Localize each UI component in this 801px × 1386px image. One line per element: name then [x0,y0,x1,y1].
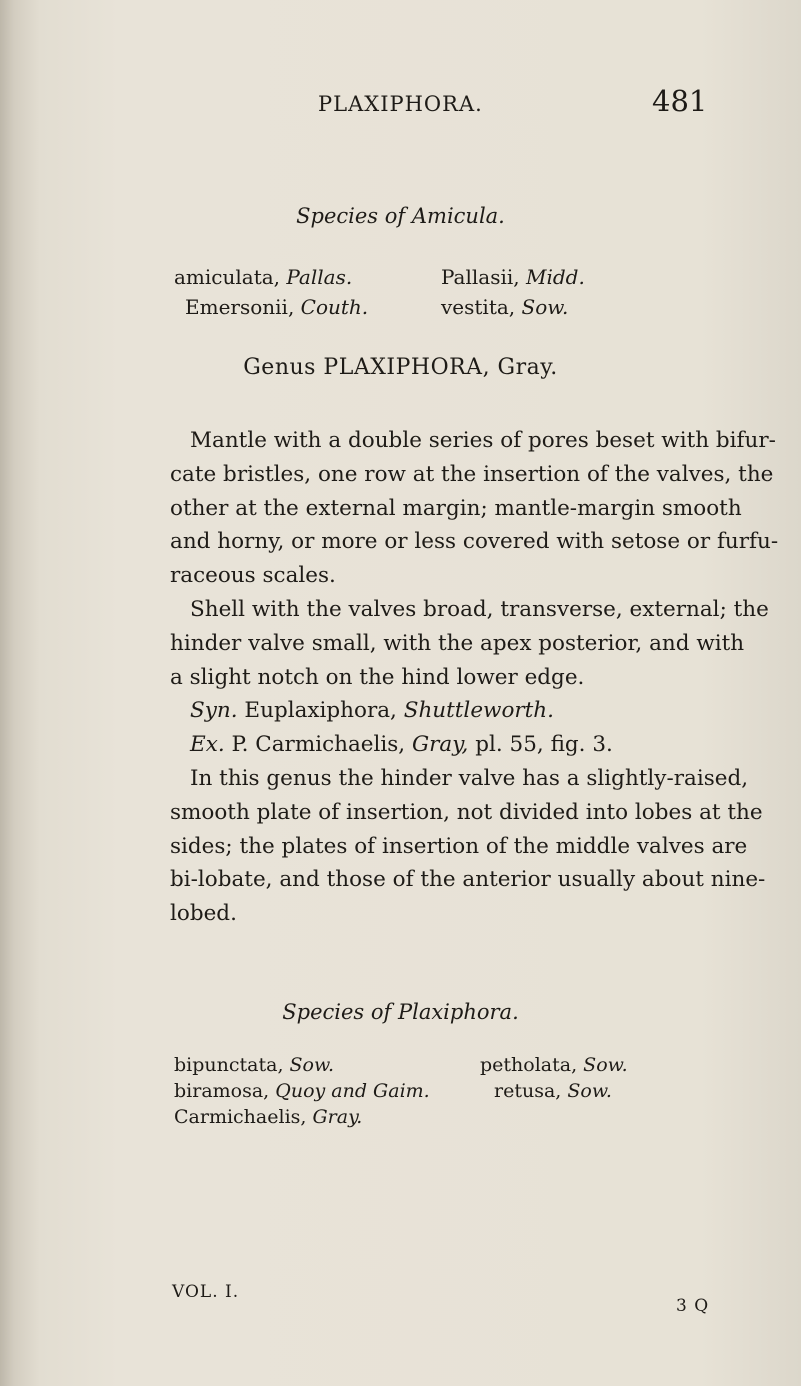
text-line: lobed. [170,901,237,927]
species-entry [174,1078,430,1104]
text-line: hinder valve small, with the apex posterior, and with [170,630,745,656]
species-author: Couth. [300,295,369,319]
signature-mark: 3 Q [676,1296,710,1316]
running-title: PLAXIPHORA. [318,92,483,116]
species-author: Sow. [289,1054,335,1076]
volume-label: VOL. I. [172,1282,240,1302]
genus-heading: Genus PLAXIPHORA, Gray. [243,355,558,380]
text-line: raceous scales. [170,563,336,589]
species-author: Quoy and Gaim. [275,1080,430,1102]
text-line: and horny, or more or less covered with setose or furfu- [170,529,779,555]
species-author: Sow. [521,295,569,319]
amicula-species-heading [0,204,801,228]
species-name: Emersonii, [185,295,301,319]
example-line [170,728,732,762]
amicula-heading-genus: Amicula. [411,204,505,228]
species-entry [480,1052,628,1078]
species-author: Pallas. [286,265,353,289]
species-entry [174,292,368,322]
species-name: retusa, [494,1080,568,1102]
text-line: In this genus the hinder valve has a slightly-raised, [190,765,749,791]
shell-paragraph [170,593,769,694]
species-entry [441,262,585,292]
text-line: other at the external margin; mantle-margin smooth [170,495,742,521]
amicula-species-left-column [174,262,368,322]
species-name: vestita, [441,295,522,319]
species-entry [480,1078,628,1104]
synonym-label: Syn. [190,698,238,724]
species-entry [174,1052,430,1078]
synonym-line [170,694,732,728]
species-author: Midd. [525,265,585,289]
mantle-paragraph [170,424,779,593]
amicula-species-right-column [441,262,585,322]
synonym-text: Euplaxiphora, [244,698,397,724]
plaxiphora-heading-prefix: Species of [282,1000,392,1024]
text-line: Mantle with a double series of pores beset with bifur- [190,428,776,453]
amicula-heading-prefix: Species of [296,204,406,228]
plaxiphora-species-left-column [174,1052,430,1130]
plaxiphora-species-right-column [480,1052,628,1104]
species-entry [441,292,585,322]
species-name: Carmichaelis, [174,1106,313,1128]
text-line: smooth plate of insertion, not divided into lobes at the [170,799,763,825]
genus-description [170,424,779,931]
species-name: biramosa, [174,1080,276,1102]
species-entry [174,1104,430,1130]
species-name: Pallasii, [441,265,526,289]
text-line: Shell with the valves broad, transverse, external; the [190,596,769,622]
plaxiphora-heading-genus: Plaxiphora. [397,1000,519,1024]
species-author: Gray. [312,1106,363,1128]
species-entry [174,262,368,292]
synonym-author: Shuttleworth. [403,698,554,724]
genus-notes-paragraph [170,762,766,931]
example-species: P. Carmichaelis, [231,732,406,758]
species-name: bipunctata, [174,1054,290,1076]
plaxiphora-species-heading [0,1000,801,1024]
species-name: amiculata, [174,265,287,289]
example-reference: pl. 55, fig. 3. [475,732,613,758]
text-line: sides; the plates of insertion of the middle valves are [170,833,748,859]
species-author: Sow. [567,1080,612,1102]
example-author: Gray, [411,732,469,758]
species-name: petholata, [480,1054,584,1076]
page-number: 481 [652,84,708,118]
text-line: a slight notch on the hind lower edge. [170,664,585,690]
text-line: bi-lobate, and those of the anterior usually about nine- [170,867,766,893]
text-line: cate bristles, one row at the insertion of the valves, the [170,461,774,487]
example-label: Ex. [190,732,225,758]
species-author: Sow. [583,1054,628,1076]
